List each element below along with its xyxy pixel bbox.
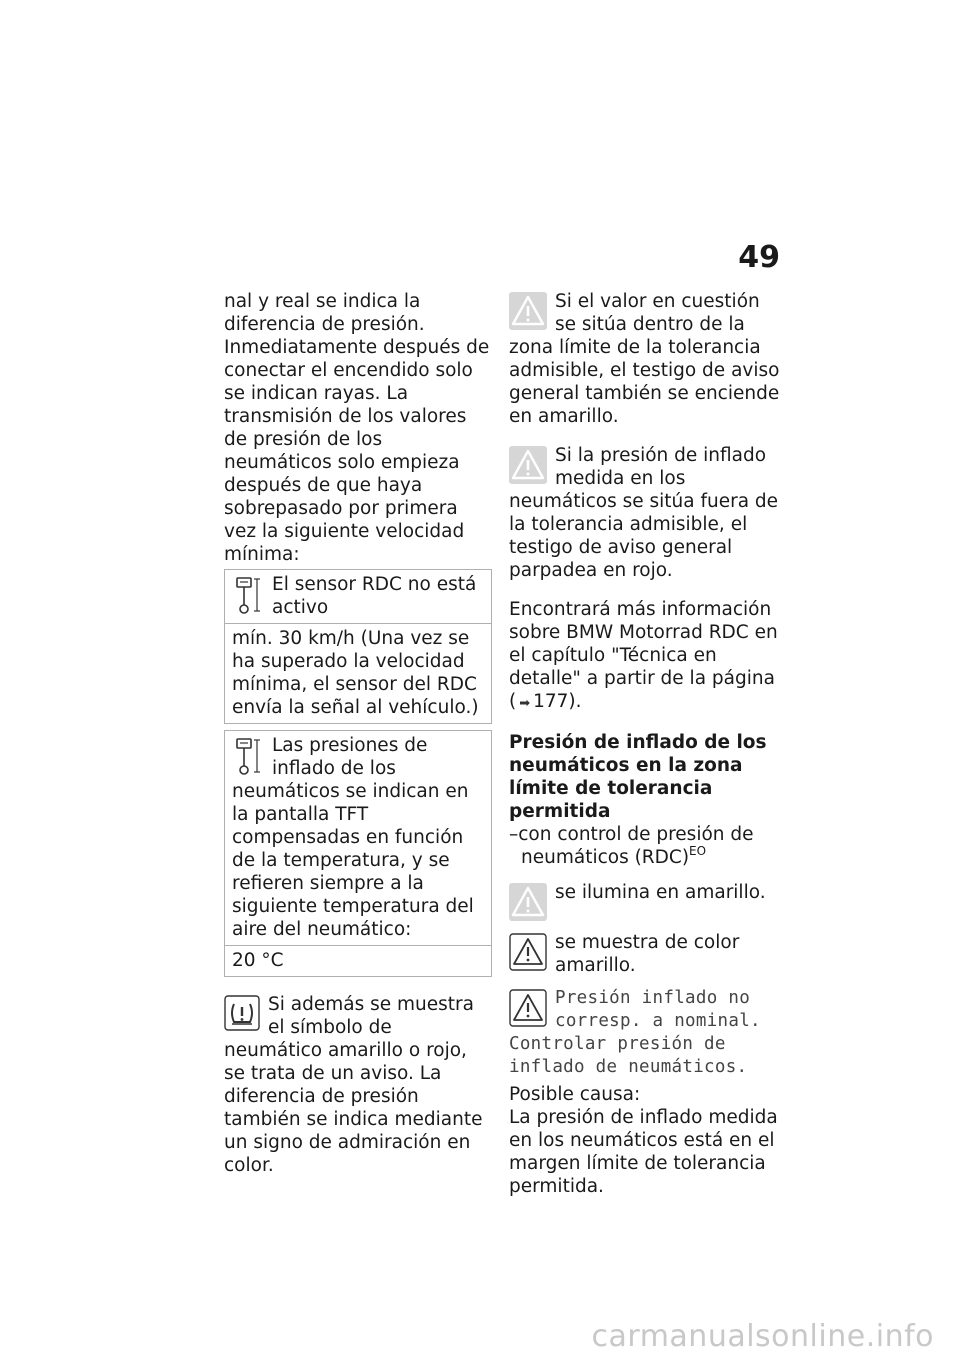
page-number: 49 [738,240,780,275]
warning-yellow-block [509,290,781,428]
ignition-paragraph: Inmediatamente después de conectar el encendido solo se indican rayas. La transmisión de los valores de presión de los neumáticos solo empieza después de que haya sobrepasado por primera vez la siguiente velocidad mínima: [224,337,490,565]
right-column [509,290,781,1198]
warning-triangle-outline-icon [509,989,547,1027]
cause-text: La presión de inflado medida en los neumáticos está en el margen límite de tolerancia permitida. [509,1107,778,1197]
warning-triangle-icon [509,446,547,484]
temperature-value: 20 °C [232,950,284,971]
warning-red-text: Si la presión de inflado medida en los neumáticos se sitúa fuera de la tolerancia admisible, el testigo de aviso general parpadea en rojo. [509,445,779,581]
warning-triangle-icon [509,292,547,330]
lights-yellow-text: se ilumina en amarillo. [555,882,766,903]
section-heading: Presión de inflado de los neumáticos en la zona límite de tolerancia permitida [509,732,767,822]
more-info-text [509,598,781,715]
tire-sensor-icon [232,736,264,778]
more-info-page-link[interactable]: 177). [533,691,582,712]
min-speed-text: mín. 30 km/h (Una vez se ha superado la velocidad mínima, el sensor del RDC envía la señal al vehículo.) [232,628,479,718]
tpms-note-text: Si además se muestra el símbolo de neumático amarillo o rojo, se trata de un aviso. La diferencia de presión también se indica mediante un signo de admiración en color. [224,994,483,1176]
pressure-compensation-box [224,730,492,946]
rdc-dash-item [509,823,781,869]
tire-sensor-icon [232,575,264,617]
more-info-open-paren: ( [509,691,517,712]
sensor-inactive-box [224,569,492,624]
left-column [224,290,492,1177]
min-speed-box [224,623,492,724]
warning-yellow-text: Si el valor en cuestión se sitúa dentro de la zona límite de la tolerancia admisible, el testigo de aviso general también se enciende en amarillo. [509,291,780,427]
tire-pressure-warning-icon [224,995,260,1031]
warning-triangle-icon [509,883,547,921]
shown-yellow-block [509,931,781,977]
display-message-block [509,987,781,1079]
watermark: carmanualsonline.info [591,1319,934,1354]
tpms-note [224,993,492,1177]
cause-label: Posible causa: [509,1084,641,1105]
sensor-inactive-title: El sensor RDC no está activo [272,574,477,618]
pressure-compensation-text: Las presiones de inflado de los neumáticos se indican en la pantalla TFT compensadas en función de la temperatura, y se refieren siempre a la siguiente temperatura del aire del neumático: [232,735,474,940]
intro-text: nal y real se indica la diferencia de presión. [224,291,425,335]
temperature-box [224,945,492,977]
shown-yellow-text: se muestra de color amarillo. [555,932,740,976]
more-info-body: Encontrará más información sobre BMW Motorrad RDC en el capítulo "Técnica en detalle" a partir de la página [509,599,778,689]
rdc-dash-sup: EO [689,844,707,858]
rdc-dash-text: –con control de presión de neumáticos (RDC) [509,824,754,868]
warning-triangle-outline-icon [509,933,547,971]
lights-yellow-block [509,881,781,921]
page-reference-arrow-icon: ➡ [519,696,531,711]
warning-red-block [509,444,781,582]
display-message-text: Presión inflado no corresp. a nominal. Controlar presión de inflado de neumáticos. [509,988,761,1077]
